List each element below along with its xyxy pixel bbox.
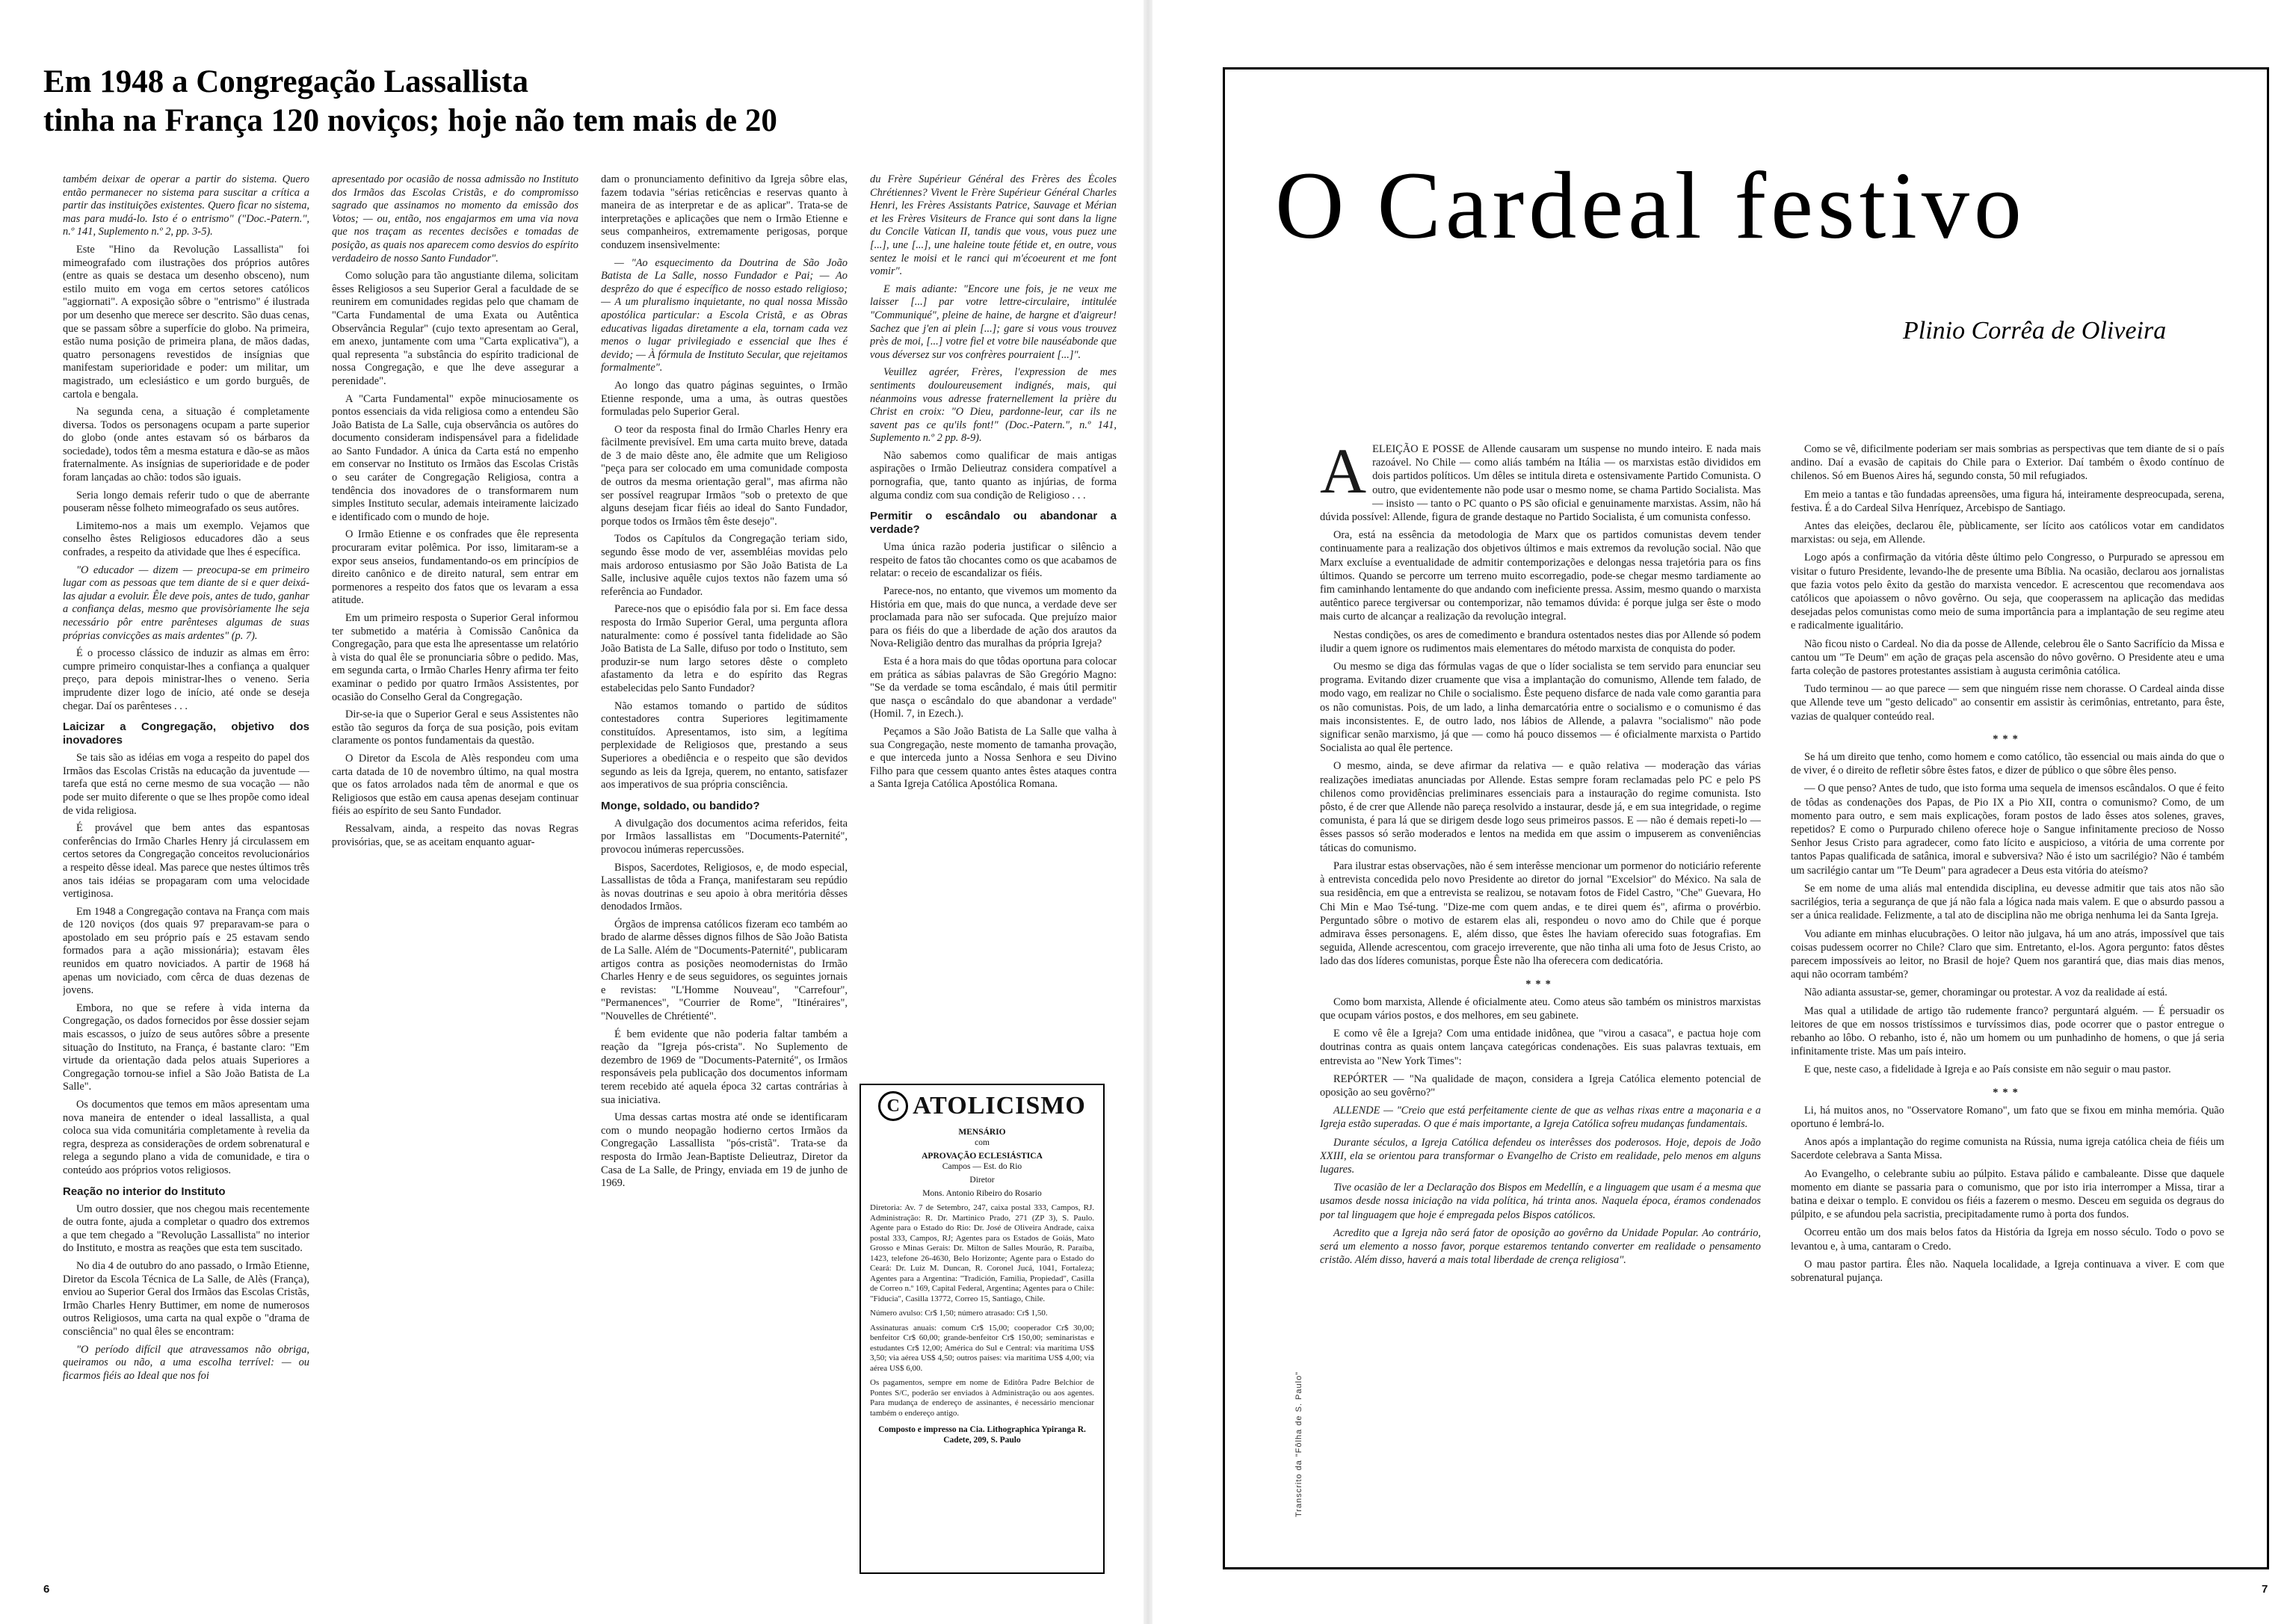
page-number-right: 7 [2262, 1583, 2268, 1596]
paragraph: Mas qual a utilidade de artigo tão rudemente franco? perguntará alguém. — É persuadir os leitores de que em nossos tristíssimos e turvíssimos dias, pode ocorrer que o pastor entregue o rebanho ao lôbo. O rebanho, isto é, não um homem ou um punhadinho de homens, o que já seria infinitamente triste. Mas um país inteiro. [1791, 1004, 2224, 1058]
column-2 [332, 173, 578, 1571]
source-credit: Transcrito da "Fôlha de S. Paulo" [1294, 1371, 1303, 1517]
paragraph: Logo após a confirmação da vitória dêste último pelo Congresso, o Purpurado se apressou em visitar o futuro Presidente, levando-lhe de presente uma Bíblia. Na ocasião, declarou aos jornalistas que fazia votos pelo êxito da gestão do marxista vencedor. E acrescentou que recomendava aos católicos que apoiassem o nôvo govêrno. Ou seja, que cooperassem na aplicação das medidas desejadas pelos comunistas como meio de suma importância para a implantação de seu regime ateu e radicalmente igualitário. [1791, 552, 2224, 632]
paragraph: Tudo terminou — ao que parece — sem que ninguém risse nem chorasse. O Cardeal ainda disse que Allende teve um "gesto delicado" ao consentir em assistir às cerimônias, entretanto, para êste, vazias de qualquer conteúdo real. [1791, 683, 2224, 723]
paragraph: Se tais são as idéias em voga a respeito do papel dos Irmãos das Escolas Cristãs na educação da juventude — tarefa que está no cerne mesmo de sua vocação — não pode ser muito diferente o que se lhes propõe como ideal de vida religiosa. [63, 752, 309, 817]
paragraph: Este "Hino da Revolução Lassallista" foi mimeografado com ilustrações dos próprios autôres (entre as quais se destaca um desenho obsceno), num estilo muito em voga em certos setores católicos "aggiornati". A exposição sôbre o "entrismo" é ilustrada por um desenho que merece ser descrito. São duas cenas, que se passam sôbre a superfície do globo. Na primeira, estão numa posição de primeira plana, de mãos dadas, quatro personagens revestidos de insígnias que manifestam superioridade e poder: um militar, um magistrado, um eclesiástico e um gordo burguês, de cartola e bengala. [63, 243, 309, 401]
headline-line-1: Em 1948 a Congregação Lassallista [43, 64, 528, 99]
paragraph: Não estamos tomando o partido de súditos contestadores contra Superiores legitimamente constituídos. Apresentamos, isto sim, a legítima perplexidade de Religiosos que, prestando a seus Superiores a obediência e o respeito que são devidos segundo as leis da Igreja, querem, no entanto, satisfazer aos imperativos de sua própria consciência. [601, 700, 848, 791]
section-separator: *** [1993, 1086, 2022, 1099]
masthead-payments: Os pagamentos, sempre em nome de Editôra Padre Belchior de Pontes S/C, poderão ser enviados à Administração ou aos agentes. Para mudança de endereço de assinantes, é necessário mencionar também o endereço antigo. [870, 1378, 1094, 1418]
paragraph: Os documentos que temos em mãos apresentam uma nova maneira de entender o ideal lassallista, a qual coloca sua vida comunitária completamente à revelia da regra, despreza as considerações de ordem sobrenatural e relega a segundo plano a vida de comunidade, e tira o conteúdo aos próprios votos religiosos. [63, 1099, 309, 1176]
catolicismo-logo [870, 1091, 1094, 1121]
masthead-director-label: Diretor [969, 1176, 995, 1185]
paragraph: Uma única razão poderia justificar o silêncio a respeito de fatos tão chocantes como os que acabamos de relatar: o receio de escandalizar os fiéis. [870, 541, 1117, 580]
paragraph: Limitemo-nos a mais um exemplo. Vejamos que conselho êstes Religiosos educadores dão a seus confrades, a respeito da atividade que lhes é específica. [63, 519, 309, 559]
paragraph: O Irmão Etienne e os confrades que êle representa procuraram evitar polêmica. Por isso, limitaram-se a expor seus anseios, fundamentando-os em princípios de direito canônico e de direito natural, sem entrar em pormenores a respeito dos fatos que os levaram a essa atitude. [332, 528, 578, 607]
paragraph: ELEIÇÃO E POSSE de Allende causaram um suspense no mundo inteiro. E nada mais razoável. No Chile — como aliás também na Itália — os marxistas estão divididos em dois partidos políticos. Um dêles se intitula direta e ostensivamente Partido Comunista. O outro, que evidentemente não pode usar o mesmo nome, se chama Partido Socialista. Mas — insisto — tanto o PC quanto o PS são oficial e genuinamente marxistas. Assim, não há dúvida possível: Allende, figura de grande destaque no Partido Socialista, é um comunista confesso. [1320, 443, 1761, 524]
masthead-printer: Composto e impresso na Cia. Lithographica Ypiranga R. Cadete, 209, S. Paulo [878, 1425, 1086, 1445]
quote-paragraph: du Frère Supérieur Général des Frères des Écoles Chrétiennes? Vivent le Frère Supérieur Général Charles Henri, les Frères Assistants Patrice, Sauvage et Mérian et les Frères Visiteurs de France qui sont dans la ligne du Concile Vatican II, tandis que vous, vous puez une [...], une [...], une haleine toute fétide et, en outre, vous sentez le moisi et le ranci qui m'écoeurent et me font vomir". [870, 173, 1117, 278]
paragraph: Antes das eleições, declarou êle, pùblicamente, ser lícito aos católicos votar em candidatos marxistas: ou seja, em Allende. [1791, 520, 2224, 546]
quote-paragraph: Durante séculos, a Igreja Católica defendeu os interêsses dos poderosos. Hoje, depois de João XXIII, ela se orientou para transformar o Evangelho de Cristo em realidade, pelo menos em alguns lugares. [1320, 1136, 1761, 1176]
paragraph: Li, há muitos anos, no "Osservatore Romano", um fato que se fixou em minha memória. Quão oportuno é lembrá-lo. [1791, 1104, 2224, 1130]
paragraph: Para ilustrar estas observações, não é sem interêsse mencionar um pormenor do noticiário referente à entrevista concedida pelo novo Presidente ao diretor do jornal "Excelsior" do México. Na sala de sua residência, em que a entrevista se realizou, se notavam fotos de Fidel Castro, "Che" Guevara, Ho Chi Min e Mao Tsé-tung. "Dize-me com quem andas, e te direi quem és", afirma o provérbio. Perguntado sôbre o motivo de estarem elas ali, respondeu o novo amo do Chile que é porque admirava êsses personagens. E, além disso, que êstes lhe haviam oferecido suas fotografias. Em seguida, Allende acrescentou, com gracejo irreverente, que não tinha ali uma foto de Jesus Cristo, ao lado das dos líderes comunistas, porque Êste não lha oferecera com dedicatória. [1320, 859, 1761, 968]
paragraph: dam o pronunciamento definitivo da Igreja sôbre elas, fazem todavia "sérias reticências e reservas quanto à maneira de as interpretar e de as aplicar". Trata-se de interpretações e aplicações que nem o Irmão Etienne e seus companheiros, extremamente perigosas, porque conduzem insensìvelmente: [601, 173, 848, 251]
paragraph: Parece-nos que o episódio fala por si. Em face dessa resposta do Irmão Superior Geral, uma pergunta aflora naturalmente: como é possível tanta fidelidade ao São João Batista de La Salle, difuso por todo o Instituto, sem produzir-se num largo setores dêste o completo afastamento da letra e do espírito das Regras estabelecidas pelo Santo Fundador? [601, 603, 848, 694]
masthead-details: Diretoria: Av. 7 de Setembro, 247, caixa postal 333, Campos, RJ. Administração: R. Dr. Martinico Prado, 271 (ZP 3), S. Paulo. Agente para o Estado do Rio: Dr. José de Oliveira Andrade, caixa postal 333, Campos, RJ; Agentes para os Estados de Goiás, Mato Grosso e Minas Gerais: Dr. Milton de Salles Mourão, R. Paraíba, 1423, telefone 26-4630, Belo Horizonte; Agente para o Estado do Ceará: Dr. Luiz M. Duncan, R. Coronel Jucá, 1041, Fortaleza; Agentes para a Argentina: "Tradición, Familia, Propiedad", Casilla de Correo n.º 169, Capital Federal, Argentina; Agentes para o Chile: "Fiducia", Casilla 13772, Correo 15, Santiago, Chile. [870, 1203, 1094, 1303]
paragraph: — O que penso? Antes de tudo, que isto forma uma sequela de imensos escândalos. O que é feito de tôdas as condenações dos Papas, de Pio IX a Pio XII, contra o comunismo? Como, de um momento para outro, e sem mais explicações, foram postos de lado êsses atos solenes, graves, repetidos? E como o Purpurado chileno oferece hoje o Sangue infinitamente precioso de Nosso Senhor Jesus Cristo para agradecer, como fato lícito e auspicioso, a vitória de uma corrente por tantos Papas qualificada de satânica, imoral e subversiva? Não é isto um sacrilégio? Não é também um sacrilégio cantar um "Te Deum" para agradecer a Deus esta vitória do ateísmo? [1791, 782, 2224, 877]
paragraph: Em um primeiro resposta o Superior Geral informou ter submetido a matéria à Comissão Canônica da Congregação, para que esta lhe apresentasse um relatório à vista do qual êle se pronunciaria sôbre o pedido. Mas, em segunda carta, o Irmão Charles Henry afirma ter feito examinar o pedido por quatro Irmãos Assistentes, por ocasião do Conselho Geral da Congregação. [332, 612, 578, 703]
paragraph: É o processo clássico de induzir as almas em êrro: cumpre primeiro conquistar-lhes a confiança a qualquer preço, para depois ministrar-lhes o veneno. Seria imprudente dizer logo de início, até onde se deseja chegar. Daí os parênteses . . . [63, 647, 309, 712]
paragraph: Órgãos de imprensa católicos fizeram eco também ao brado de alarme dêsses dignos filhos de São João Batista de La Salle. Além de "Documents-Paternité", publicaram artigos contra as posições neomodernistas do Irmão Charles Henry e de seus seguidores, os seguintes jornais e revistas: "L'Homme Nouveau", "Carrefour", "Permanences", "Courrier de Rome", "Itinéraires", "Nouvelles de Chrétienté". [601, 918, 848, 1023]
lead-paragraph [1320, 442, 1761, 524]
page-number-left: 6 [43, 1583, 50, 1596]
paragraph: Se em nome de uma aliás mal entendida disciplina, eu devesse admitir que tais atos não são sacrilégios, teria a segurança de que já não fala a lógica nada mais valem. E que o absurdo passou a ser a única realidade. Felizmente, a tal ato de disciplina não me obriga nenhuma lei da Santa Igreja. [1791, 882, 2224, 922]
section-separator: *** [1993, 732, 2022, 745]
quote-paragraph: "O período difícil que atravessamos não obriga, queiramos ou não, a uma escolha terrível: — ou ficarmos fiéis ao Ideal que nos foi [63, 1343, 309, 1382]
paragraph: O teor da resposta final do Irmão Charles Henry era fàcilmente previsível. Em uma carta muito breve, datada de 3 de maio dêste ano, êle admite que um Religioso "peça para ser colocado em uma comunidade composta de outros da mesma orientação geral", mas afirma não ser possível reagrupar Irmãos "sob o pretexto de que alguns desejam ficar fiéis ao ideal do Santo Fundador, porque todos os Irmãos têm êste desejo". [601, 423, 848, 528]
paragraph: Como bom marxista, Allende é oficialmente ateu. Como ateus são também os ministros marxistas que ocupam vários postos, e dos melhores, em seu gabinete. [1320, 995, 1761, 1022]
paragraph: Não adianta assustar-se, gemer, choramingar ou protestar. A voz da realidade aí está. [1804, 987, 2167, 999]
quote-paragraph: Tive ocasião de ler a Declaração dos Bispos em Medellín, e a linguagem que usam é a mesma que usamos desde nossa iniciação na vida política, há trinta anos. Naquela época, éramos condenados por tal linguagem que hoje é empregada pelos Bispos católicos. [1320, 1182, 1761, 1221]
right-column-2 [1791, 442, 2224, 1556]
paragraph: Bispos, Sacerdotes, Religiosos, e, de modo especial, Lassallistas de tôda a França, manifestaram seu repúdio às novas doutrinas e seu apoio à obra meritória dêsses denodados Irmãos. [601, 861, 848, 913]
paragraph: Um outro dossier, que nos chegou mais recentemente de outra fonte, ajuda a completar o quadro dos extremos a que tem chegado a "Revolução Lassallista" no interior do Instituto, e mostra as reações que esta tem suscitado. [63, 1202, 309, 1255]
column-3 [601, 173, 848, 1571]
article-headline [43, 63, 910, 141]
paragraph: Peçamos a São João Batista de La Salle que valha à sua Congregação, neste momento de tamanha provação, e que interceda junto a Nossa Senhora e seu Divino Filho para que cessem quanto antes êstes ataques contra a Santa Igreja Católica Apostólica Romana. [870, 725, 1117, 791]
paragraph: Ressalvam, ainda, a respeito das novas Regras provisórias, que, se as aceitam enquanto aguar- [332, 822, 578, 848]
paragraph: Nestas condições, os ares de comedimento e brandura ostentados nestes dias por Allende só podem iludir a quem ignore os rudimentos mais elementares do método marxista de conquista do poder. [1320, 629, 1761, 655]
paragraph: Em meio a tantas e tão fundadas apreensões, uma figura há, inteiramente despreocupada, serena, festiva. É a do Cardeal Silva Henríquez, Arcebispo de Santiago. [1791, 488, 2224, 514]
section-heading: Reação no interior do Instituto [63, 1185, 226, 1198]
paragraph: O mesmo, ainda, se deve afirmar da relativa — e quão relativa — moderação das várias realizações imediatas anunciadas por Allende. Estas sempre foram reclamadas pelo PC e pelo PS chilenos como providências preliminares essenciais para a instauração do regime comunista. Isto pôsto, é de crer que Allende não pareça resolvido a instaurar, desde já, e em sua integridade, o regime comunista, é para lá que se dirigem desde logo seus primeiros passos. E — não é demais repeti-lo — êsses passos só serão moderados e lentos na medida em que assim o impuserem as conveniências táticas do comunismo. [1320, 760, 1761, 854]
quote-paragraph: ALLENDE — "Creio que está perfeitamente ciente de que as velhas rixas entre a maçonaria e a Igreja estão superadas. O que é mais importante, a Igreja Católica sofreu mudanças fundamentais. [1320, 1105, 1761, 1131]
masthead-price: Número avulso: Cr$ 1,50; número atrasado: Cr$ 1,50. [870, 1309, 1048, 1318]
masthead-approval: APROVAÇÃO ECLESIÁSTICA [922, 1152, 1043, 1161]
masthead-director: Mons. Antonio Ribeiro do Rosario [922, 1189, 1042, 1198]
catolicismo-masthead-box [860, 1084, 1105, 1574]
paragraph: Embora, no que se refere à vida interna da Congregação, os dados fornecidos por êsse dossier sejam mais escassos, o juízo de seus autôres sôbre a presente situação do Instituto, na França, é bastante claro: "Em virtude da orientação dada pelos atuais Superiores a Congregação tornou-se infiel a São João Batista de La Salle". [63, 1001, 309, 1093]
column-4 [870, 173, 1117, 1070]
paragraph: apresentado por ocasião de nossa admissão no Instituto dos Irmãos das Escolas Cristãs, e do compromisso sagrado que assinamos no momento da emissão dos Votos; — ou, então, nos engajarmos em uma via nova que nos traçam as recentes decisões e tomadas de posição, as quais nos aparecem como desvios do espírito verdadeiro de nosso Santo Fundador". [332, 173, 578, 265]
paragraph: também deixar de operar a partir do sistema. Quero então permanecer no sistema para suscitar a crítica a partir das instituições existentes. Quero ficar no sistema, mas para mudá-lo. Isto é o entrismo" ("Doc.-Patern.", n.º 141, Suplemento n.º 2, pp. 3-5). [63, 173, 309, 238]
paragraph: Vou adiante em minhas elucubrações. O leitor não julgava, há um ano atrás, impossível que tais coisas pudessem ocorrer no Chile? Claro que sim. Entretanto, el-los. Agora pergunto: fatos dêstes parecem impossíveis ao leitor, no Brasil de hoje? Quem nos garantirá que, dias mais dias menos, aqui não ocorram também? [1791, 927, 2224, 981]
paragraph: Como se vê, dificilmente poderiam ser mais sombrias as perspectivas que tem diante de si o país andino. Daí a evasão de capitais do Chile para o Exterior. Daí também o êxodo contínuo de chilenos. Só em Buenos Aires há, segundo consta, 50 mil refugiados. [1791, 443, 2224, 483]
catolicismo-logo-initial: C [878, 1091, 908, 1121]
masthead-subscriptions: Assinaturas anuais: comum Cr$ 15,00; cooperador Cr$ 30,00; benfeitor Cr$ 60,00; grande-benfeitor Cr$ 150,00; seminaristas e estudantes Cr$ 12,00; América do Sul e Central: via marítima US$ 3,50; via aérea US$ 4,50; outros países: via marítima US$ 4,00; via aérea US$ 6,00. [870, 1323, 1094, 1373]
paragraph: E que, neste caso, a fidelidade à Igreja e ao País consiste em não seguir o mau pastor. [1804, 1063, 2171, 1076]
quote-paragraph: "O educador — dizem — preocupa-se em primeiro lugar com as pessoas que tem diante de si e quer deixá-las ajudar a evoluir. Êle deve pois, antes de tudo, ganhar a confiança delas, mesmo que provisòriamente lhe seja necessário pôr entre parênteses algumas de suas próprias convicções as mais ardentes" (p. 7). [63, 564, 309, 642]
drop-cap: A [1320, 442, 1367, 507]
paragraph: O mau pastor partira. Êles não. Naquela localidade, a Igreja continuava a viver. E com que sobrenatural pujança. [1791, 1258, 2224, 1284]
section-heading: Laicizar a Congregação, objetivo dos inovadores [63, 720, 309, 747]
masthead-with: com [975, 1138, 990, 1147]
paragraph: Como solução para tão angustiante dilema, solicitam êsses Religiosos a seu Superior Geral a faculdade de se reunirem em comunidades regidas pelo que chamam de "Carta Fundamental de uma Exata ou Autêntica Observância Regular" (cujo texto apresentam ao Geral, em anexo, juntamente com uma "Carta explicativa"), a qual representa "a substância do espírito tradicional de nossa Congregação, e que lhe deve assegurar a perenidade". [332, 270, 578, 387]
paragraph: É provável que bem antes das espantosas conferências do Irmão Charles Henry já circulassem em certos setores da Congregação conceitos revolucionários a respeito dêsse ideal. Mas parece que nestes últimos três anos tais idéias se propagaram com uma velocidade vertiginosa. [63, 822, 309, 901]
quote-paragraph: E mais adiante: "Encore une fois, je ne veux me laisser [...] par votre lettre-circulaire, intitulée "Communiqué", pleine de haine, de hargne et d'aigreur! Sachez que j'en ai plein [...]; gare si vous vous trouvez près de moi, [...] votre fiel et votre bile nauséabonde que vous déversez sur vos confrères pourraient [...]". [870, 282, 1117, 361]
article-byline: Plinio Corrêa de Oliveira [1903, 317, 2167, 345]
paragraph: Se há um direito que tenho, como homem e como católico, tão essencial ou mais ainda do que o de viver, é o direito de refletir sôbre êstes fatos, e dizer de público o que sôbre êles penso. [1791, 751, 2224, 777]
paragraph: Anos após a implantação do regime comunista na Rússia, numa igreja católica cheia de fiéis um Sacerdote celebrava a Santa Missa. [1791, 1136, 2224, 1162]
paragraph: Uma dessas cartas mostra até onde se identificaram com o mundo neopagão hodierno certos Irmãos da Congregação Lassallista "pós-cristã". Trata-se da resposta do Irmão Jean-Baptiste Delieutraz, Diretor da Casa de La Salle, de Pringy, enviada em 19 de junho de 1969. [601, 1111, 848, 1190]
paragraph: Parece-nos, no entanto, que vivemos um momento da História em que, mais do que nunca, a verdade deve ser proclamada para não ser sufocada. Que prejuízo maior para os fiéis do que a liberdade de ação dos arautos da Nova-Religião dentro das muralhas da própria Igreja? [870, 585, 1117, 650]
quote-paragraph: Acredito que a Igreja não será fator de oposição ao govêrno da Unidade Popular. Ao contrário, será um elemento a nosso favor, porque estaremos tentando converter em realidade o pensamento cristão. Além disso, haverá a mais total liberdade de crença religiosa". [1320, 1226, 1761, 1267]
paragraph: Em 1948 a Congregação contava na França com mais de 120 noviços (dos quais 97 preparavam-se para o apostolado em seu próprio país e 25 estavam sendo formados para a ação missionária); estavam êles reunidos em quatro noviciados. A partir de 1968 há apenas um noviciado, com cêrca de duas dezenas de jovens. [63, 905, 309, 997]
paragraph: Ou mesmo se diga das fórmulas vagas de que o líder socialista se tem servido para enunciar seu programa. Evitando dizer cruamente que visa a implantação do comunismo, Allende tem falado, de modo vago, em realizar no Chile o socialismo. Êste pequeno disfarce de nada vale como garantia para os não comunistas. Pois, de um lado, a linha demarcatória entre o socialismo e o comunismo é das mais inconsistentes. E, de outro lado, nos lábios de Allende, a palavra "socialismo" não pode significar senão marxismo, já que — como há pouco dissemos — é oficialmente marxista o Partido Socialista ao qual êle pertence. [1320, 661, 1761, 755]
paragraph: Esta é a hora mais do que tôdas oportuna para colocar em prática as sábias palavras de São Gregório Magno: "Se da verdade se toma escândalo, é mais útil permitir que nasça o escândalo do que abandonar a verdade" (Homil. 7, in Ezech.). [870, 655, 1117, 720]
paragraph: Não ficou nisto o Cardeal. No dia da posse de Allende, celebrou êle o Santo Sacrifício da Missa e cantou um "Te Deum" em ação de graças pela ascensão do nôvo govêrno. O Presidente ateu e uma farta coleção de pastores protestantes assistiam à augusta cerimônia católica. [1791, 637, 2224, 678]
quote-paragraph: Veuillez agréer, Frères, l'expression de mes sentiments douloureusement indignés, mais, qui néanmoins vous adresse fraternellement la prière du Christ en croix: "O Dieu, pardonne-leur, car ils ne savent pas ce qu'ils font!" (Doc.-Patern.", n.º 141, Suplemento n.º 2 pp. 8-9). [870, 366, 1117, 445]
paragraph: Ao longo das quatro páginas seguintes, o Irmão Etienne responde, uma a uma, às outras questões formuladas pelo Superior Geral. [601, 379, 848, 419]
paragraph: Ocorreu então um dos mais belos fatos da História da Igreja em nosso século. Todo o povo se levantou e, à uma, cantaram o Credo. [1791, 1226, 2224, 1253]
paragraph: Todos os Capítulos da Congregação teriam sido, segundo êsse modo de ver, assembléias movidas pelo mais ardoroso entusiasmo por São João Batista de La Salle, inclusive aquêle cujos textos não fazem uma só referência ao Fundador. [601, 533, 848, 598]
right-column-1 [1320, 442, 1761, 1556]
paragraph: No dia 4 de outubro do ano passado, o Irmão Etienne, Diretor da Escola Técnica de La Salle, de Alès (França), enviou ao Superior Geral dos Irmãos das Escolas Cristãs, Irmão Charles Henry Buttimer, em nome de numerosos outros Religiosos, uma carta na qual expõe o "drama de consciência" no qual êles se encontram: [63, 1259, 309, 1338]
paragraph: Na segunda cena, a situação é completamente diversa. Todos os personagens ocupam a parte superior do globo (onde antes estavam só os bárbaros da sociedade), todos têm a mesma estatura e dão-se as mãos fraternalmente. As insígnias de superioridade e de poder foram lançadas ao chão: todos são iguais. [63, 406, 309, 484]
column-1 [63, 173, 309, 1571]
catolicismo-logo-word: ATOLICISMO [913, 1092, 1086, 1120]
article-title: O Cardeal festivo [1275, 152, 2026, 259]
quote-paragraph: — "Ao esquecimento da Doutrina de São João Batista de La Salle, nosso Fundador e Pai; — Ao desprêzo do que é específico de nosso estado religioso; — A um pluralismo inquietante, no qual nossa Missão apostólica particular: a Escola Cristã, e as Obras educativas ligadas diretamente a ela, tornam cada vez menos o lugar privilegiado e essencial que lhes é devido; — À fórmula de Instituto Secular, que rejeitamos formalmente". [601, 256, 848, 374]
paragraph: Dir-se-ia que o Superior Geral e seus Assistentes não estão tão seguros da força de sua posição, pois evitam claramente os pontos fundamentais da questão. [332, 708, 578, 747]
section-heading: Monge, soldado, ou bandido? [601, 799, 760, 812]
right-page [1148, 0, 2296, 1624]
paragraph: REPÓRTER — "Na qualidade de maçon, considera a Igreja Católica elemento potencial de oposição ao seu govêrno?" [1320, 1072, 1761, 1099]
paragraph: Ao Evangelho, o celebrante subiu ao púlpito. Estava pálido e cambaleante. Disse que daquele momento em diante se passaria para o comunismo, que por isto iria interromper a Missa, tirar a batina e deixar o templo. E convidou os fiéis a fazerem o mesmo. Desceu em seguida os degraus do púlpito, e se afundou pela sacristia, precipitadamente rumo à porta dos fundos. [1791, 1167, 2224, 1221]
masthead-place: Campos — Est. do Rio [942, 1162, 1022, 1171]
paragraph: É bem evidente que não poderia faltar também a reação da "Igreja pós-crista". No Suplemento de dezembro de 1969 de "Documents-Paternité", os Irmãos responsáveis pela publicação dos documentos informam terem recebido até aquela época 32 cartas contrárias à sua iniciativa. [601, 1028, 848, 1106]
paragraph: A "Carta Fundamental" expõe minuciosamente os pontos essenciais da vida religiosa como a entendeu São João Batista de La Salle, cuja observância os autôres do documento consideram indispensável para a fidelidade ao Santo Fundador. A única da Carta está no empenho em conservar no Instituto os Irmãos das Escolas Cristãs o seu caráter de Congregação Religiosa, contra a tendência dos inovadores de o transformarem num simples Instituto secular, ademais inteiramente laicizado e identificado com o mundo de hoje. [332, 392, 578, 523]
paragraph: Não sabemos como qualificar de mais antigas aspirações o Irmão Delieutraz considera compatível a pornografia, que, tanto quanto as injúrias, de forma alguma condiz com sua condição de Religioso . . . [870, 449, 1117, 501]
section-heading: Permitir o escândalo ou abandonar a verdade? [870, 510, 1117, 537]
paragraph: Seria longo demais referir tudo o que de aberrante pouseram nêsse folheto mimeografado os seus autôres. [63, 489, 309, 515]
section-separator: *** [1525, 978, 1555, 990]
masthead-subtitle: MENSÁRIO [958, 1128, 1006, 1137]
paragraph: O Diretor da Escola de Alès respondeu com uma carta datada de 10 de novembro último, na qual mostra que os fatos arrolados nada têm de anormal e que os Religiosos que estão em causa apenas desejam continuar fiéis ao espírito de seu Santo Fundador. [332, 752, 578, 818]
headline-line-2: tinha na França 120 noviços; hoje não tem mais de 20 [43, 103, 777, 138]
paragraph: Ora, está na essência da metodologia de Marx que os partidos comunistas devem tender continuamente para a realização dos objetivos últimos e mais extremos da revolução social. Não que Marx excluíse a eventualidade de admitir contemporizações e delongas nessa trajetória para os fins últimos. Quando se percorre um terreno muito escorregadio, pode-se chegar mesmo tardiamente ao fim caminhando lentamente do que andando com ineficiente pressa. Assim, mesmo quando o marxista autêntico parece tergiversar ou contemporizar, não temamos dúvida: é porque julga ser êste o modo mais curto de alcançar a realização da revolução integral. [1320, 529, 1761, 623]
paragraph: A divulgação dos documentos acima referidos, feita por Irmãos lassallistas em "Documents-Paternité", provocou ìnúmeras repercussões. [601, 817, 848, 856]
paragraph: E como vê êle a Igreja? Com uma entidade inidônea, que "virou a casaca", e pactua hoje com doutrinas contra as quais ontem lançava categóricas condenações. Eis suas palavras textuais, em entrevista ao "New York Times": [1320, 1028, 1761, 1067]
